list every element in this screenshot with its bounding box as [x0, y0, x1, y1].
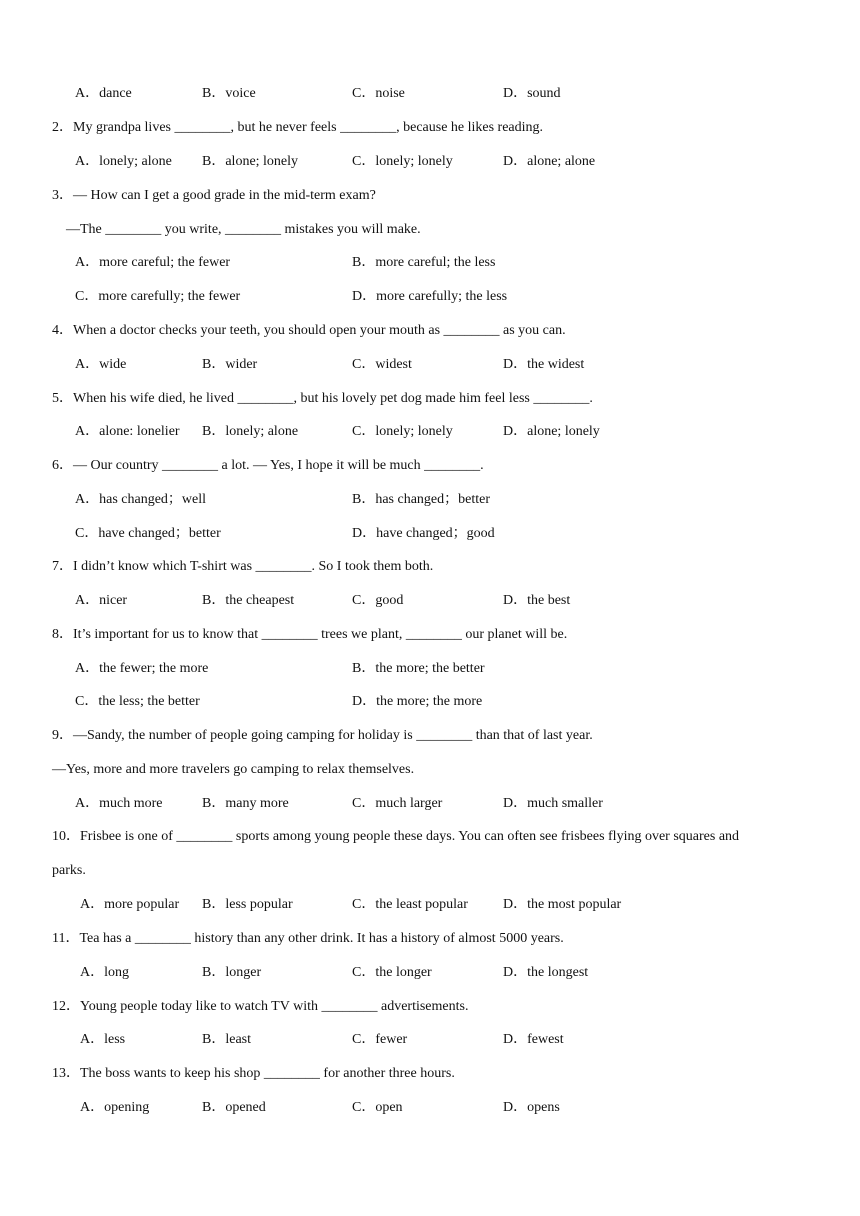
q6-option-d: D．have changed；good — [352, 526, 495, 541]
q12-option-b: B．least — [202, 1032, 251, 1047]
q8-stem: 8．It’s important for us to know that ________ trees we plant, ________ our planet will be. — [52, 627, 568, 642]
q4-option-b: B．wider — [202, 357, 258, 372]
q4-option-c: C．widest — [352, 357, 412, 372]
q2-stem: 2．My grandpa lives ________, but he never feels ________, because he likes reading. — [52, 120, 544, 135]
q13-option-d: D．opens — [503, 1100, 560, 1115]
q13-option-a: A．opening — [80, 1100, 150, 1115]
q5-option-c: C．lonely; lonely — [352, 424, 453, 439]
q9-stem: 9．—Sandy, the number of people going camping for holiday is ________ than that of last year. — [52, 728, 593, 743]
q3-stem: 3．— How can I get a good grade in the mid-term exam? — [52, 188, 376, 203]
q6-option-a: A．has changed；well — [75, 492, 207, 507]
q8-option-a: A．the fewer; the more — [75, 661, 209, 676]
q9-option-c: C．much larger — [352, 796, 443, 811]
q4-option-a: A．wide — [75, 357, 127, 372]
q5-option-b: B．lonely; alone — [202, 424, 299, 439]
q10-option-b: B．less popular — [202, 897, 293, 912]
q9-option-d: D．much smaller — [503, 796, 603, 811]
q11-option-b: B．longer — [202, 965, 262, 980]
q8-option-c: C．the less; the better — [75, 694, 200, 709]
q5-stem: 5．When his wife died, he lived ________, but his lovely pet dog made him feel less ________. — [52, 391, 593, 406]
q5-option-d: D．alone; lonely — [503, 424, 600, 439]
q10-stem: 10．Frisbee is one of ________ sports among young people these days. You can often see frisbees flying over squares and — [52, 829, 740, 844]
q8-option-d: D．the more; the more — [352, 694, 483, 709]
q3-option-c: C．more carefully; the fewer — [75, 289, 241, 304]
q6-option-c: C．have changed；better — [75, 526, 221, 541]
q3-option-b: B．more careful; the less — [352, 255, 496, 270]
q1-option-d: D．sound — [503, 86, 561, 101]
q12-option-d: D．fewest — [503, 1032, 564, 1047]
q6-option-b: B．has changed；better — [352, 492, 491, 507]
q13-option-b: B．opened — [202, 1100, 266, 1115]
q1-option-a: A．dance — [75, 86, 132, 101]
q7-option-d: D．the best — [503, 593, 571, 608]
q8-option-b: B．the more; the better — [352, 661, 485, 676]
q10-stem-continued: parks. — [52, 863, 86, 878]
q11-option-a: A．long — [80, 965, 129, 980]
q10-option-a: A．more popular — [80, 897, 180, 912]
q12-option-c: C．fewer — [352, 1032, 408, 1047]
q1-option-c: C．noise — [352, 86, 405, 101]
q10-option-c: C．the least popular — [352, 897, 468, 912]
q9-stem-continued: —Yes, more and more travelers go camping to relax themselves. — [52, 762, 415, 777]
q10-option-d: D．the most popular — [503, 897, 622, 912]
q3-stem-continued: —The ________ you write, ________ mistakes you will make. — [66, 222, 421, 237]
q5-option-a: A．alone: lonelier — [75, 424, 180, 439]
q12-stem: 12．Young people today like to watch TV with ________ advertisements. — [52, 999, 469, 1014]
q7-option-a: A．nicer — [75, 593, 128, 608]
q4-option-d: D．the widest — [503, 357, 585, 372]
q12-option-a: A．less — [80, 1032, 126, 1047]
q2-option-d: D．alone; alone — [503, 154, 596, 169]
q7-option-c: C．good — [352, 593, 404, 608]
q2-option-c: C．lonely; lonely — [352, 154, 453, 169]
q9-option-b: B．many more — [202, 796, 289, 811]
q4-stem: 4．When a doctor checks your teeth, you should open your mouth as ________ as you can. — [52, 323, 566, 338]
q13-option-c: C．open — [352, 1100, 403, 1115]
q11-stem: 11．Tea has a ________ history than any other drink. It has a history of almost 5000 years. — [52, 931, 564, 946]
q2-option-a: A．lonely; alone — [75, 154, 172, 169]
q7-stem: 7．I didn’t know which T-shirt was ________. So I took them both. — [52, 559, 434, 574]
q11-option-d: D．the longest — [503, 965, 589, 980]
q2-option-b: B．alone; lonely — [202, 154, 299, 169]
q3-option-d: D．more carefully; the less — [352, 289, 508, 304]
q13-stem: 13．The boss wants to keep his shop ________ for another three hours. — [52, 1066, 455, 1081]
q6-stem: 6．— Our country ________ a lot. — Yes, I hope it will be much ________. — [52, 458, 484, 473]
q11-option-c: C．the longer — [352, 965, 432, 980]
q1-option-b: B．voice — [202, 86, 256, 101]
q9-option-a: A．much more — [75, 796, 163, 811]
q3-option-a: A．more careful; the fewer — [75, 255, 231, 270]
q7-option-b: B．the cheapest — [202, 593, 295, 608]
